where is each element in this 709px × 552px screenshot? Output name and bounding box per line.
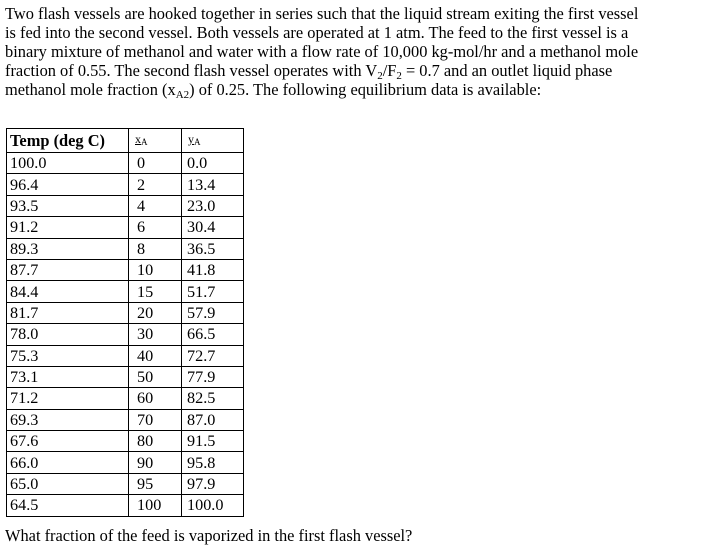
problem-statement	[5, 4, 705, 99]
cell-ya: 66.5	[182, 324, 244, 345]
cell-ya: 51.7	[182, 281, 244, 302]
cell-xa: 6	[129, 217, 182, 238]
cell-temp: 91.2	[7, 217, 129, 238]
cell-xa: 50	[129, 366, 182, 387]
problem-line	[5, 80, 705, 99]
cell-xa: 80	[129, 431, 182, 452]
cell-temp: 66.0	[7, 452, 129, 473]
cell-xa: 30	[129, 324, 182, 345]
cell-temp: 73.1	[7, 366, 129, 387]
cell-ya: 82.5	[182, 388, 244, 409]
cell-xa: 4	[129, 195, 182, 216]
header-ya-main: y	[188, 132, 194, 146]
table-body	[7, 153, 244, 517]
header-ya-sub: A	[194, 137, 201, 147]
subscript: 2	[377, 70, 383, 82]
cell-temp: 78.0	[7, 324, 129, 345]
table-row	[7, 238, 244, 259]
table-header-row	[7, 129, 244, 153]
cell-xa: 90	[129, 452, 182, 473]
cell-temp: 100.0	[7, 153, 129, 174]
cell-temp: 89.3	[7, 238, 129, 259]
cell-ya: 30.4	[182, 217, 244, 238]
problem-text: /F	[382, 61, 397, 80]
subscript: A2	[175, 89, 190, 101]
cell-xa: 40	[129, 345, 182, 366]
subscript: 2	[396, 70, 402, 82]
cell-xa: 0	[129, 153, 182, 174]
cell-temp: 93.5	[7, 195, 129, 216]
cell-temp: 75.3	[7, 345, 129, 366]
header-xa	[129, 129, 182, 153]
cell-xa: 2	[129, 174, 182, 195]
cell-ya: 41.8	[182, 259, 244, 280]
cell-xa: 100	[129, 495, 182, 516]
cell-xa: 15	[129, 281, 182, 302]
cell-ya: 36.5	[182, 238, 244, 259]
problem-text: methanol mole fraction (x	[5, 80, 176, 99]
problem-text: ) of 0.25. The following equilibrium data is available:	[189, 80, 542, 99]
cell-temp: 87.7	[7, 259, 129, 280]
cell-ya: 87.0	[182, 409, 244, 430]
table-row	[7, 388, 244, 409]
cell-temp: 65.0	[7, 473, 129, 494]
header-xa-sub: A	[141, 137, 148, 147]
table-row	[7, 409, 244, 430]
table-row	[7, 452, 244, 473]
table-row	[7, 217, 244, 238]
header-temp: Temp (deg C)	[7, 129, 129, 153]
problem-line: binary mixture of methanol and water with a flow rate of 10,000 kg-mol/hr and a methanol mole	[5, 42, 639, 61]
cell-ya: 57.9	[182, 302, 244, 323]
table-row	[7, 431, 244, 452]
table-row	[7, 324, 244, 345]
cell-ya: 100.0	[182, 495, 244, 516]
cell-ya: 77.9	[182, 366, 244, 387]
cell-temp: 81.7	[7, 302, 129, 323]
table-row	[7, 495, 244, 516]
cell-xa: 20	[129, 302, 182, 323]
cell-xa: 60	[129, 388, 182, 409]
table-row	[7, 473, 244, 494]
equilibrium-data-table	[6, 128, 244, 517]
table-row	[7, 302, 244, 323]
cell-temp: 71.2	[7, 388, 129, 409]
problem-line: Two flash vessels are hooked together in series such that the liquid stream exiting the first vessel	[5, 4, 639, 23]
cell-temp: 67.6	[7, 431, 129, 452]
cell-ya: 0.0	[182, 153, 244, 174]
table-row	[7, 281, 244, 302]
cell-xa: 10	[129, 259, 182, 280]
cell-xa: 70	[129, 409, 182, 430]
cell-ya: 97.9	[182, 473, 244, 494]
cell-xa: 8	[129, 238, 182, 259]
cell-ya: 72.7	[182, 345, 244, 366]
table-row	[7, 366, 244, 387]
cell-ya: 13.4	[182, 174, 244, 195]
header-xa-main: x	[135, 132, 141, 146]
cell-temp: 64.5	[7, 495, 129, 516]
problem-text: = 0.7 and an outlet liquid phase	[401, 61, 613, 80]
cell-temp: 96.4	[7, 174, 129, 195]
table-row	[7, 153, 244, 174]
table-row	[7, 259, 244, 280]
question-text: What fraction of the feed is vaporized in the first flash vessel?	[5, 526, 413, 545]
cell-xa: 95	[129, 473, 182, 494]
cell-ya: 95.8	[182, 452, 244, 473]
problem-line: is fed into the second vessel. Both vessels are operated at 1 atm. The feed to the first vessel is a	[5, 23, 629, 42]
header-ya	[182, 129, 244, 153]
cell-temp: 69.3	[7, 409, 129, 430]
problem-line	[5, 61, 705, 80]
table-row	[7, 195, 244, 216]
table-row	[7, 174, 244, 195]
cell-ya: 91.5	[182, 431, 244, 452]
cell-ya: 23.0	[182, 195, 244, 216]
cell-temp: 84.4	[7, 281, 129, 302]
problem-text: fraction of 0.55. The second flash vessel operates with V	[5, 61, 378, 80]
table-row	[7, 345, 244, 366]
